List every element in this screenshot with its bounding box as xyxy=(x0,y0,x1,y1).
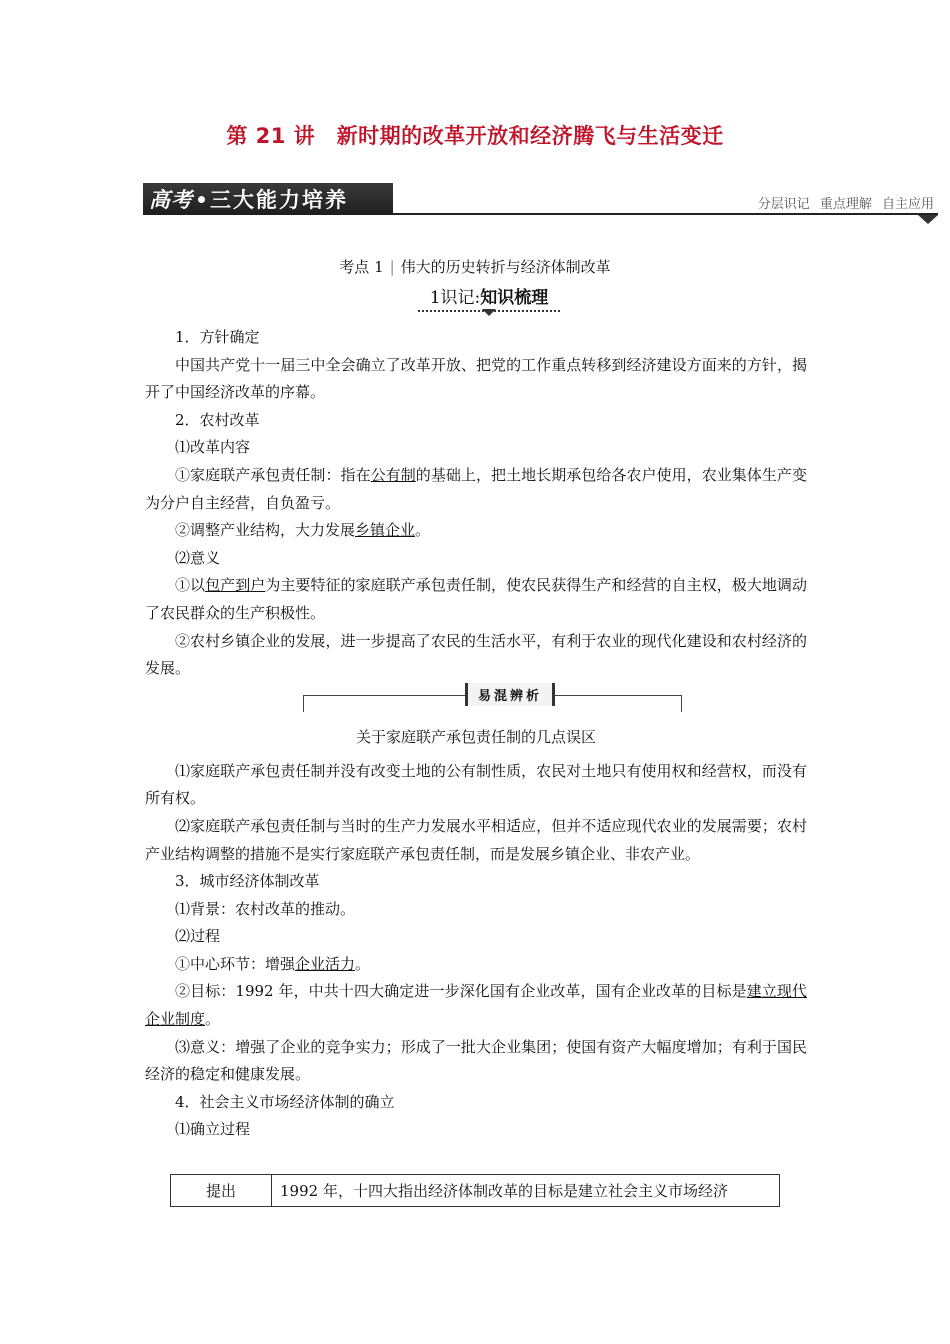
underlined-term: 包产到户 xyxy=(205,576,266,595)
paragraph: ⑴背景：农村改革的推动。 xyxy=(175,899,356,918)
paragraph: ①中心环节：增强企业活力。 xyxy=(175,954,371,973)
subheading: ⑵过程 xyxy=(175,927,221,946)
banner-heading: 三大能力培养 xyxy=(210,188,348,212)
banner-tagline: 分层识记 重点理解 自主应用 xyxy=(757,197,934,212)
paragraph: ⑴家庭联产承包责任制并没有改变土地的公有制性质，农民对土地只有使用权和经营权，而没有所有权。 xyxy=(145,761,807,808)
section-banner xyxy=(143,183,938,229)
table-row xyxy=(171,1175,780,1207)
paragraph: 中国共产党十一届三中全会确立了改革开放、把党的工作重点转移到经济建设方面来的方针，揭开了中国经济改革的序幕。 xyxy=(145,355,807,402)
paragraph: ①家庭联产承包责任制：指在公有制的基础上，把土地长期承包给各农户使用，农业集体生产变为分户自主经营，自负盈亏。 xyxy=(145,465,807,512)
subheading: ⑴改革内容 xyxy=(175,438,251,457)
confusion-box-subtitle: 关于家庭联产承包责任制的几点误区 xyxy=(355,727,596,746)
subheading: ⑵意义 xyxy=(175,548,221,567)
heading-1: 1．方针确定 xyxy=(175,328,260,346)
process-table xyxy=(170,1174,780,1207)
exam-point-label: 考点 1 xyxy=(339,258,384,276)
banner-rule xyxy=(393,213,938,215)
paragraph: ⑵家庭联产承包责任制与当时的生产力发展水平相适应，但并不适应现代农业的发展需要；农村产业结构调整的措施不是实行家庭联产承包责任制，而是发展乡镇企业、非农产业。 xyxy=(145,816,807,863)
banner-gaokao: 高考 xyxy=(149,188,193,212)
banner-box xyxy=(143,183,393,215)
banner-dot-icon xyxy=(198,196,205,203)
paragraph: ②调整产业结构，大力发展乡镇企业。 xyxy=(175,521,431,540)
paragraph: ②目标：1992 年，中共十四大确定进一步深化国有企业改革，国有企业改革的目标是建立现代企业制度。 xyxy=(145,982,807,1029)
paragraph: ①以包产到户为主要特征的家庭联产承包责任制，使农民获得生产和经营的自主权，极大地调动了农民群众的生产积极性。 xyxy=(145,576,807,622)
confusion-box-label: 易混辨析 xyxy=(465,683,555,706)
body-text xyxy=(145,324,807,1144)
table-cell: 1992 年，十四大指出经济体制改革的目标是建立社会主义市场经济 xyxy=(272,1175,780,1207)
subheading-number: 1 xyxy=(429,288,441,308)
banner-arrow-icon xyxy=(918,215,938,224)
heading-4: 4．社会主义市场经济体制的确立 xyxy=(175,1092,395,1111)
knowledge-subheading xyxy=(418,283,560,312)
underlined-term: 乡镇企业 xyxy=(355,521,416,540)
underlined-term: 企业活力 xyxy=(295,954,356,973)
paragraph: ⑶意义：增强了企业的竞争实力；形成了一批大企业集团；使国有资产大幅度增加；有利于国民经济的稳定和健康发展。 xyxy=(145,1037,807,1084)
heading-3: 3．城市经济体制改革 xyxy=(175,872,320,891)
subheading-arrow-icon xyxy=(482,309,496,316)
exam-point-heading xyxy=(0,256,950,277)
confusion-box xyxy=(145,683,807,758)
exam-point-separator: | xyxy=(389,258,395,276)
table-cell-head: 提出 xyxy=(171,1175,272,1207)
underlined-term: 建立现代企业制度 xyxy=(145,982,807,1029)
heading-2: 2．农村改革 xyxy=(175,410,260,429)
subheading-bold: 知识梳理 xyxy=(480,288,549,308)
paragraph: ②农村乡镇企业的发展，进一步提高了农民的生活水平，有利于农业的现代化建设和农村经济的发展。 xyxy=(145,631,807,678)
subheading: ⑴确立过程 xyxy=(175,1120,251,1139)
exam-point-title: 伟大的历史转折与经济体制改革 xyxy=(400,258,611,276)
underlined-term: 公有制 xyxy=(370,465,416,484)
lesson-title: 第 21 讲 新时期的改革开放和经济腾飞与生活变迁 xyxy=(226,124,724,148)
subheading-prefix: 识记: xyxy=(440,288,481,308)
